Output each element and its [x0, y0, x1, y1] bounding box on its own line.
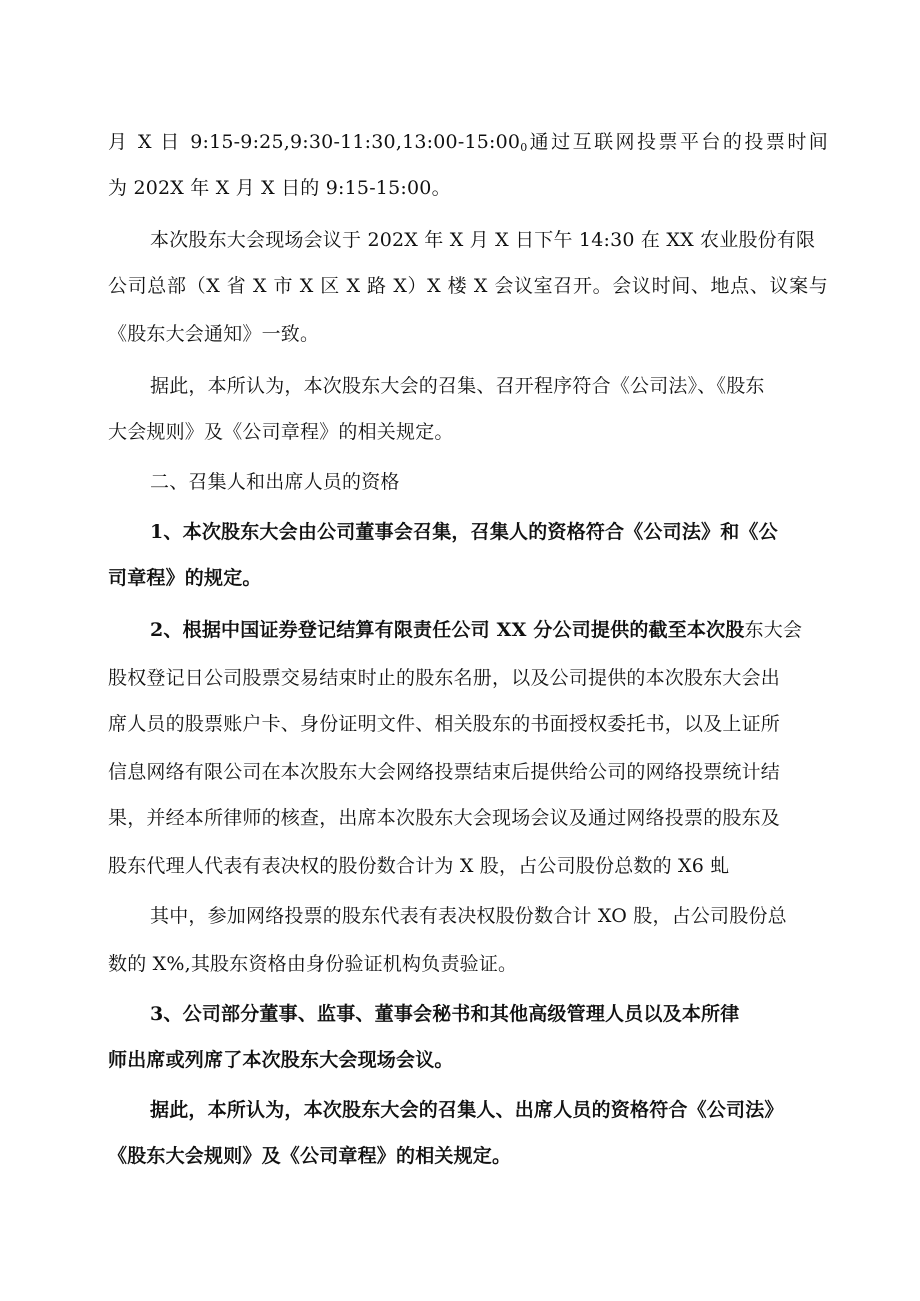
paragraph-line-3: 本次股东大会现场会议于 202X 年 X 月 X 日下午 14:30 在 XX 农业股份有限 [150, 229, 816, 251]
line-11-bold-text: 2、根据中国证券登记结算有限责任公司 XX 分公司提供的截至本次股 [150, 619, 745, 641]
section-heading: 二、召集人和出席人员的资格 [150, 471, 400, 493]
paragraph-line-21: 据此，本所认为，本次股东大会的召集人、出席人员的资格符合《公司法》 [150, 1099, 784, 1121]
paragraph-line-10: 司章程》的规定。 [108, 567, 262, 589]
paragraph-line-6: 据此，本所认为，本次股东大会的召集、召开程序符合《公司法》、《股东 [150, 375, 765, 397]
paragraph-line-22: 《股东大会规则》及《公司章程》的相关规定。 [108, 1145, 512, 1167]
paragraph-line-2: 为 202X 年 X 月 X 日的 9:15-15:00。 [108, 177, 451, 199]
paragraph-line-12: 股权登记日公司股票交易结束时止的股东名册，以及公司提供的本次股东大会出 [108, 667, 781, 689]
paragraph-line-16: 股东代理人代表有表决权的股份数合计为 X 股，占公司股份总数的 X6 虬 [108, 855, 730, 877]
paragraph-line-5: 《股东大会通知》一致。 [108, 323, 320, 345]
paragraph-line-14: 信息网络有限公司在本次股东大会网络投票结束后提供给公司的网络投票统计结 [108, 761, 781, 783]
paragraph-line-1 [108, 130, 828, 160]
paragraph-line-4: 公司总部（X 省 X 市 X 区 X 路 X）X 楼 X 会议室召开。会议时间、地点、议案与 [108, 275, 828, 297]
paragraph-line-17: 其中，参加网络投票的股东代表有表决权股份数合计 XO 股，占公司股份总 [150, 905, 787, 927]
paragraph-line-19: 3、公司部分董事、监事、董事会秘书和其他高级管理人员以及本所律 [150, 1003, 740, 1025]
paragraph-line-7: 大会规则》及《公司章程》的相关规定。 [108, 421, 454, 443]
paragraph-line-11 [150, 618, 828, 642]
line-1-text-a: 月 X 日 9:15-9:25,9:30-11:30,13:00-15:00 [108, 131, 521, 153]
line-11-text: 东大会 [744, 619, 803, 641]
line-1-text-b: 通过互联网投票平台的投票时间 [527, 131, 828, 153]
paragraph-line-18: 数的 X%,其股东资格由身份验证机构负责验证。 [108, 953, 518, 975]
paragraph-line-15: 果，并经本所律师的核查，出席本次股东大会现场会议及通过网络投票的股东及 [108, 807, 781, 829]
paragraph-line-20: 师出席或列席了本次股东大会现场会议。 [108, 1049, 454, 1071]
line-1-subscript: 0 [520, 141, 528, 154]
paragraph-line-9: 1、本次股东大会由公司董事会召集，召集人的资格符合《公司法》和《公 [150, 521, 778, 543]
paragraph-line-13: 席人员的股票账户卡、身份证明文件、相关股东的书面授权委托书，以及上证所 [108, 713, 781, 735]
